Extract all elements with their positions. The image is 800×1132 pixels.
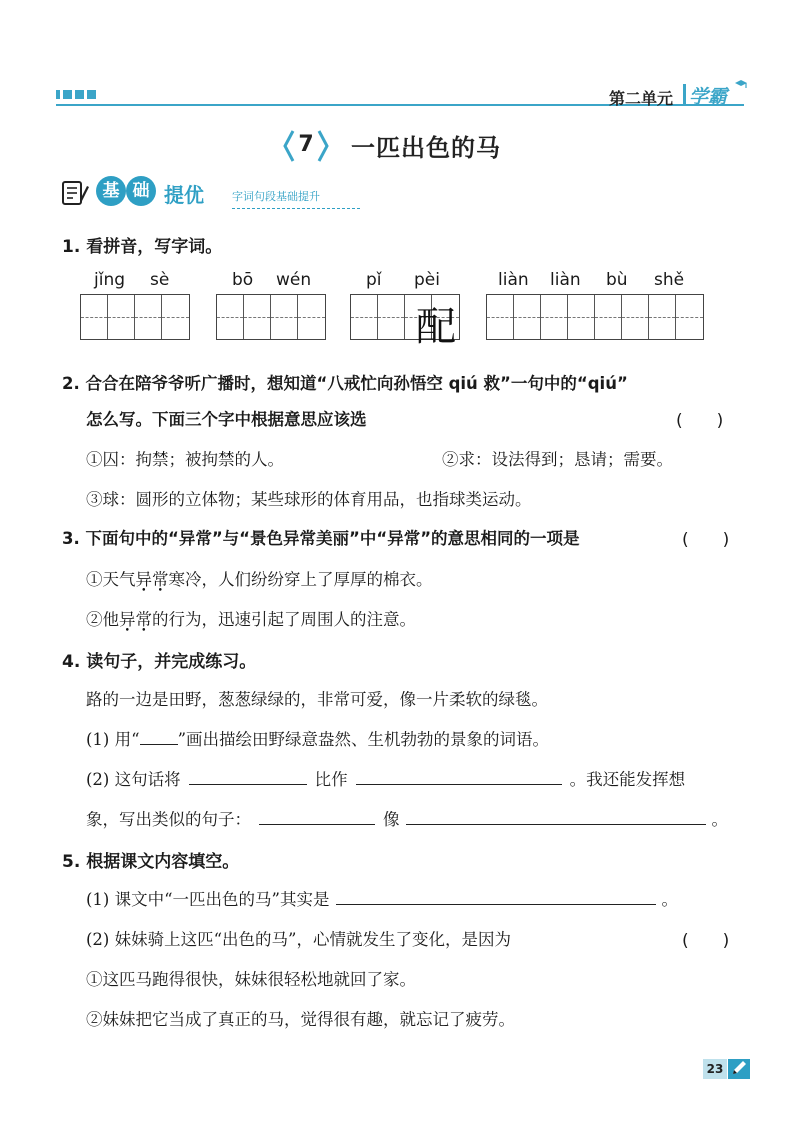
q3-option-1 <box>86 566 433 590</box>
pinyin: wén <box>276 270 312 290</box>
text: 像 <box>383 810 400 829</box>
writing-grid[interactable] <box>216 294 326 340</box>
blank-line[interactable] <box>336 904 656 905</box>
lesson-name: 一匹出色的马 <box>351 134 501 162</box>
q5-part-1 <box>86 886 678 910</box>
lesson-badge <box>283 129 329 163</box>
section-label: 提优 <box>164 183 204 207</box>
answer-paren[interactable]: ( ) <box>676 411 724 431</box>
notebook-pencil-icon <box>60 178 90 208</box>
unit-label: 第二单元 <box>609 89 674 108</box>
text: 寒冷，人们纷纷穿上了厚厚的棉衣。 <box>168 570 433 589</box>
blank-line[interactable] <box>259 824 375 825</box>
q5-option-1: ①这匹马跑得很快，妹妹很轻松地就回了家。 <box>86 970 416 989</box>
section-char-1: 基 <box>96 176 126 206</box>
emphasized-char: 异 <box>135 570 152 589</box>
q5-option-2: ②妹妹把它当成了真正的马，觉得很有趣，就忘记了疲劳。 <box>86 1010 515 1029</box>
text: 。我还能发挥想 <box>569 770 686 789</box>
q2-option-2: ②求：设法得到；恳请；需要。 <box>442 450 673 469</box>
q4-part-1 <box>86 726 549 750</box>
brand-logo: 学霸 <box>689 86 728 108</box>
q2-title: 2. 合合在陪爷爷听广播时，想知道“八戒忙向孙悟空 qiú 救”一句中的“qiú” <box>62 374 628 393</box>
text: (2) 这句话将 <box>86 770 181 789</box>
pinyin: shě <box>654 270 685 290</box>
text: 。 <box>661 890 678 909</box>
answer-paren[interactable]: ( ) <box>682 530 730 550</box>
q2-option-3: ③球：圆形的立体物；某些球形的体育用品，也指球类运动。 <box>86 490 532 509</box>
section-subtitle: 字词句段基础提升 <box>232 188 360 209</box>
blank-line[interactable] <box>140 744 178 745</box>
q4-part-3 <box>86 806 728 830</box>
pencil-icon <box>728 1055 750 1079</box>
q4-title: 4. 读句子，并完成练习。 <box>62 652 257 672</box>
answer-paren[interactable]: ( ) <box>682 931 730 951</box>
text: ②他 <box>86 610 119 629</box>
writing-grid[interactable] <box>350 294 460 350</box>
text: 象，写出类似的句子： <box>86 810 251 829</box>
q4-part-2 <box>86 766 685 790</box>
q4-sentence: 路的一边是田野，葱葱绿绿的，非常可爱，像一片柔软的绿毯。 <box>86 690 548 709</box>
text: 。 <box>711 810 728 829</box>
pinyin: pǐ <box>366 270 382 290</box>
section-char-2: 础 <box>126 176 156 206</box>
q5-part-2: (2) 妹妹骑上这匹“出色的马”，心情就发生了变化，是因为 <box>86 930 511 949</box>
emphasized-char: 常 <box>152 570 169 589</box>
blank-line[interactable] <box>406 824 706 825</box>
text: 比作 <box>314 770 348 789</box>
q3-option-2 <box>86 606 416 630</box>
emphasized-char: 常 <box>135 610 152 629</box>
text: (1) 课文中“一匹出色的马”其实是 <box>86 890 330 909</box>
text: ①天气 <box>86 570 136 589</box>
q2-title-cont: 怎么写。下面三个字中根据意思应该选 <box>86 410 367 429</box>
q5-title: 5. 根据课文内容填空。 <box>62 852 240 872</box>
writing-grid[interactable] <box>486 294 704 340</box>
grad-cap-icon <box>734 78 748 92</box>
writing-grid[interactable] <box>80 294 190 340</box>
text: ”画出描绘田野绿意盎然、生机勃勃的景象的词语。 <box>177 730 549 749</box>
q2-option-1: ①囚：拘禁；被拘禁的人。 <box>86 450 284 469</box>
pinyin: jǐng <box>94 270 126 290</box>
text: 的行为，迅速引起了周围人的注意。 <box>152 610 416 629</box>
q1-title: 1. 看拼音，写字词。 <box>62 237 223 257</box>
blank-line[interactable] <box>356 784 562 785</box>
pinyin: bù <box>606 270 628 290</box>
header-decoration <box>56 90 96 99</box>
pinyin: bō <box>232 270 254 290</box>
q3-title: 3. 下面句中的“异常”与“景色异常美丽”中“异常”的意思相同的一项是 <box>62 529 580 548</box>
pinyin: liàn <box>550 270 581 290</box>
filled-character: 配 <box>416 304 456 350</box>
header-divider <box>683 84 686 104</box>
pinyin: sè <box>150 270 170 290</box>
pinyin: pèi <box>414 270 440 290</box>
pinyin: liàn <box>498 270 529 290</box>
text: (1) 用“ <box>86 730 140 749</box>
blank-line[interactable] <box>189 784 307 785</box>
page-number: 23 <box>703 1059 727 1079</box>
lesson-number: 7 <box>298 131 314 157</box>
lesson-title <box>283 128 501 163</box>
section-banner <box>60 176 370 212</box>
emphasized-char: 异 <box>119 610 136 629</box>
